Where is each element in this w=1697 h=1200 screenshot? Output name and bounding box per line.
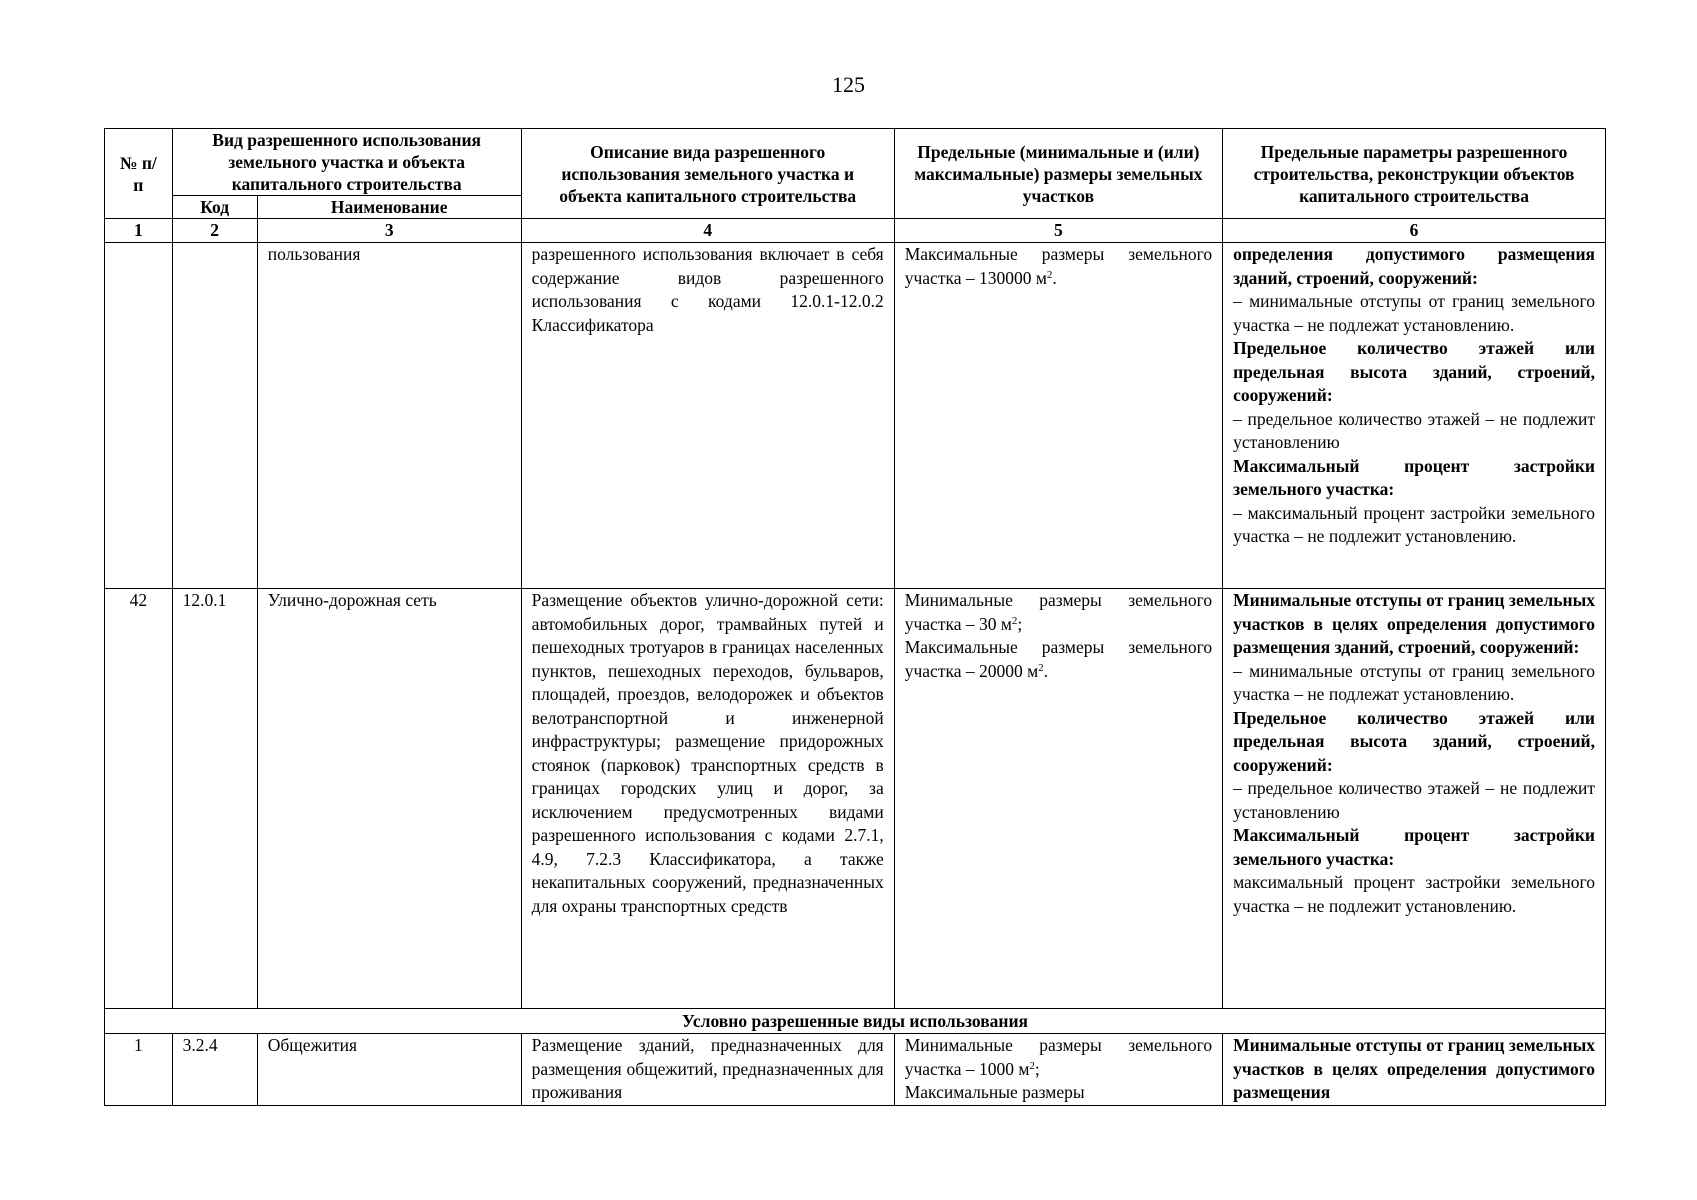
header-num: № п/п <box>105 129 173 219</box>
land-use-table <box>104 128 1606 1106</box>
row-num: 1 <box>105 1034 173 1106</box>
row-name: Общежития <box>257 1034 521 1106</box>
column-number: 6 <box>1223 219 1606 243</box>
param-heading: Минимальные отступы от границ земельных участков в целях определения допустимого размещения <box>1233 1035 1595 1102</box>
column-number-row <box>105 219 1606 243</box>
section-row <box>105 1009 1606 1034</box>
row-num <box>105 243 173 589</box>
size-line: Максимальные размеры <box>904 1082 1085 1102</box>
param-text: – минимальные отступы от границ земельного участка – не подлежат установлению. <box>1233 660 1595 704</box>
param-heading: Предельное количество этажей или предельная высота зданий, строений, сооружений: <box>1233 338 1595 405</box>
size-line: Максимальные размеры земельного участка – 130000 $м^2$. <box>904 244 1213 288</box>
row-params <box>1223 589 1606 1009</box>
param-text: – предельное количество этажей – не подлежит установлению <box>1233 408 1595 452</box>
column-number: 3 <box>257 219 521 243</box>
param-heading: Предельное количество этажей или предельная высота зданий, строений, сооружений: <box>1233 707 1595 775</box>
section-title: Условно разрешенные виды использования <box>105 1009 1606 1034</box>
param-heading: Максимальный процент застройки земельного участка: <box>1233 455 1595 499</box>
page-number: 125 <box>832 72 865 97</box>
size-line: Минимальные размеры земельного участка – 1000 $м^2$; <box>904 1035 1213 1079</box>
header-land-sizes: Предельные (минимальные и (или) максимальные) размеры земельных участков <box>894 129 1222 219</box>
row-description: Размещение объектов улично-дорожной сети: автомобильных дорог, трамвайных путей и пешеходных тротуаров в границах населенных пунктов, пешеходных переходов, бульваров, площадей, проездов, велодорожек и объектов велотранспортной и инженерной инфраструктуры; размещение придорожных стоянок (парковок) транспортных средств в границах городских улиц и дорог, за исключением предусмотренных видами разрешенного использования с кодами 2.7.1, 4.9, 7.2.3 Классификатора, а также некапитальных сооружений, предназначенных для охраны транспортных средств <box>521 589 894 1009</box>
row-description: разрешенного использования включает в себя содержание видов разрешенного использования с кодами 12.0.1-12.0.2 Классификатора <box>521 243 894 589</box>
row-params <box>1223 243 1606 589</box>
header-construction-params: Предельные параметры разрешенного строительства, реконструкции объектов капитального строительства <box>1223 129 1606 219</box>
row-sizes <box>894 1034 1222 1106</box>
param-text: – максимальный процент застройки земельного участка – не подлежит установлению. <box>1233 502 1595 546</box>
param-heading: Максимальный процент застройки земельного участка: <box>1233 825 1595 869</box>
row-code: 3.2.4 <box>172 1034 257 1106</box>
param-heading: определения допустимого размещения зданий, строений, сооружений: <box>1233 244 1595 288</box>
header-description: Описание вида разрешенного использования земельного участка и объекта капитального строительства <box>521 129 894 219</box>
header-code: Код <box>172 196 257 219</box>
column-number: 5 <box>894 219 1222 243</box>
row-num: 42 <box>105 589 173 1009</box>
row-sizes <box>894 589 1222 1009</box>
header-use-type: Вид разрешенного использования земельного участка и объекта капитального строительства <box>172 129 521 196</box>
param-text: максимальный процент застройки земельного участка – не подлежит установлению. <box>1233 872 1595 916</box>
column-number: 1 <box>105 219 173 243</box>
row-name: Улично-дорожная сеть <box>257 589 521 1009</box>
row-description: Размещение зданий, предназначенных для размещения общежитий, предназначенных для проживания <box>521 1034 894 1106</box>
header-name: Наименование <box>257 196 521 219</box>
row-code: 12.0.1 <box>172 589 257 1009</box>
size-line: Минимальные размеры земельного участка – 30 $м^2$; <box>904 590 1213 634</box>
column-number: 4 <box>521 219 894 243</box>
row-name: пользования <box>257 243 521 589</box>
size-line: Максимальные размеры земельного участка – 20000 $м^2$. <box>904 637 1213 681</box>
table-row <box>105 589 1606 1009</box>
param-text: – предельное количество этажей – не подлежит установлению <box>1233 778 1595 822</box>
table-row <box>105 1034 1606 1106</box>
table-row <box>105 243 1606 589</box>
row-sizes <box>894 243 1222 589</box>
row-code <box>172 243 257 589</box>
param-text: – минимальные отступы от границ земельного участка – не подлежат установлению. <box>1233 291 1595 335</box>
column-number: 2 <box>172 219 257 243</box>
param-heading: Минимальные отступы от границ земельных участков в целях определения допустимого размещения зданий, строений, сооружений: <box>1233 590 1595 657</box>
row-params <box>1223 1034 1606 1106</box>
